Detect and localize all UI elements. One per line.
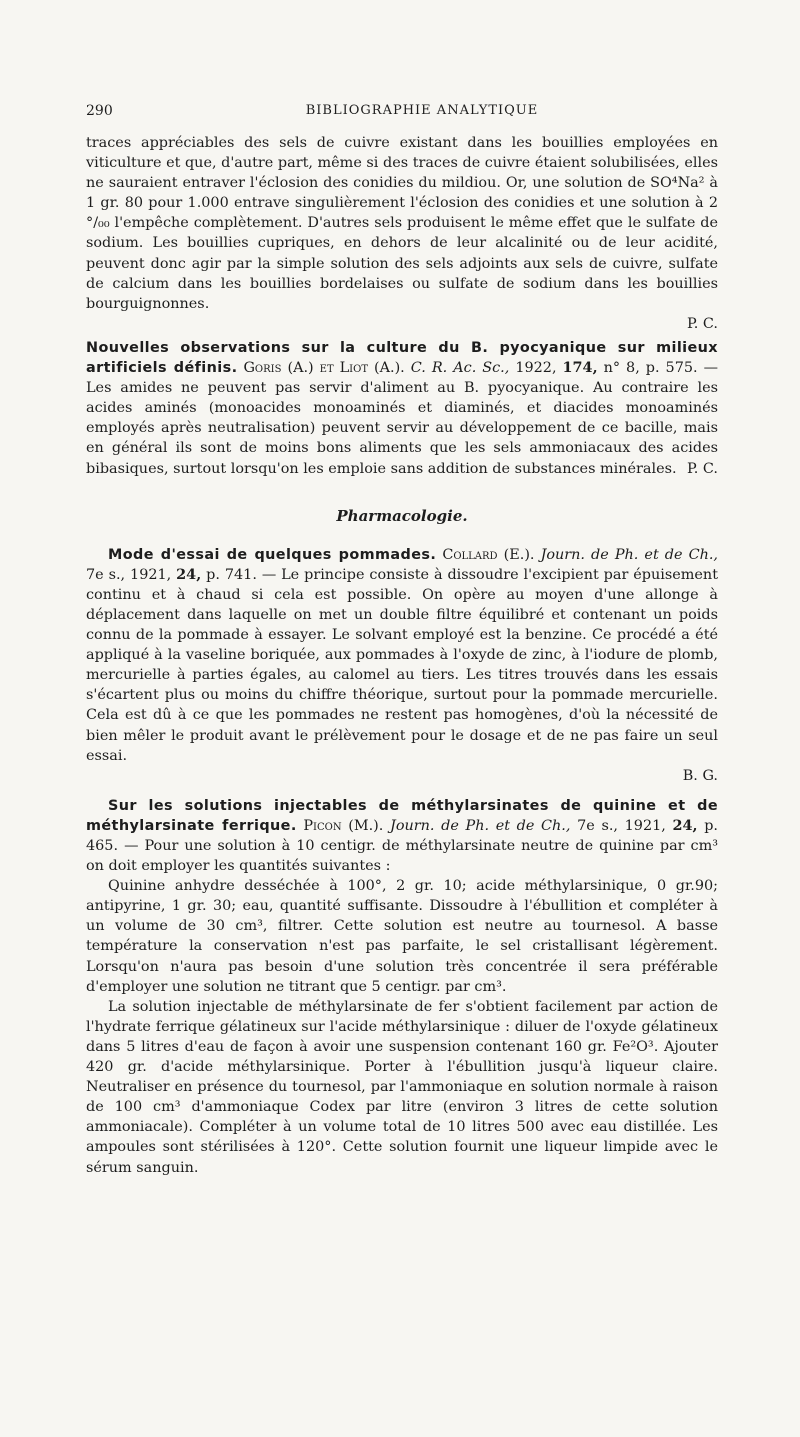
article-series: 7e s., 1921, bbox=[577, 817, 666, 834]
page-number: 290 bbox=[86, 103, 113, 119]
article-title: Sur les solutions injectables de méthylarsinates de quinine et de méthylarsinate ferrique. bbox=[86, 797, 718, 834]
article-pages: n° 8, p. 575. bbox=[603, 360, 698, 377]
article-journal: C. R. Ac. Sc., bbox=[410, 360, 510, 377]
section-heading: Pharmacologie. bbox=[336, 506, 468, 525]
intro-paragraph: traces appréciables des sels de cuivre existant dans les bouillies employées en viticulture et que, d'autre part, même si des traces de cuivre étaient solubilisées, elles ne sauraient entraver l'éclosion des conidies du mildiou. Or, une solution de SO⁴Na² à 1 gr. 80 pour 1.000 entrave singulièrement l'éclosion des conidies et une solution à 2 °/₀₀ l'empêche complètement. D'autres sels produisent le même effet que le sulfate de sodium. Les bouillies cupriques, en dehors de leur alcalinité ou de leur acidité, peuvent donc agir par la simple solution des sels adjoints aux sels de cuivre, sulfate de calcium dans les bouillies bordelaises ou sulfate de sodium dans les bouillies bourguignonnes. bbox=[86, 135, 718, 312]
article-text: — Pour une solution à 10 centigr. de méthylarsinate neutre de quinine par cm³ on doit employer les quantités suivantes : bbox=[86, 838, 719, 875]
article-pyocyanique bbox=[86, 338, 718, 479]
article-year: 1922, bbox=[515, 360, 557, 377]
article-volume: 24, bbox=[672, 816, 698, 834]
running-title: BIBLIOGRAPHIE ANALYTIQUE bbox=[305, 103, 539, 118]
article-signature: B. G. bbox=[682, 767, 718, 784]
running-header bbox=[86, 103, 718, 127]
article-series: 7e s., 1921, bbox=[86, 566, 172, 583]
article-authors: Picon (M.). bbox=[303, 817, 384, 834]
article-volume: 174, bbox=[562, 359, 598, 377]
article-journal: Journ. de Ph. et de Ch., bbox=[390, 817, 571, 834]
article-methylarsinates bbox=[86, 796, 718, 1178]
article-paragraph: La solution injectable de méthylarsinate de fer s'obtient facilement par action de l'hydrate ferrique gélatineux sur l'acide méthylarsinique : diluer de l'oxyde gélatineux dans 5 litres d'eau de façon à avoir une suspension contenant 160 gr. Fe²O³. Ajouter 420 gr. d'acide méthylarsinique. Porter à l'ébullition jusqu'à liqueur claire. Neutraliser en présence du tournesol, par l'ammoniaque en solution normale à raison de 100 cm³ d'ammoniaque Codex par litre (environ 3 litres de cette solution ammoniacale). Compléter à un volume total de 10 litres 500 avec eau distillée. Les ampoules sont stérilisées à 120°. Cette solution fournit une liqueur limpide avec le sérum sanguin. bbox=[86, 998, 718, 1176]
article-pommades bbox=[86, 545, 718, 786]
article-pages: p. 465. bbox=[86, 817, 718, 854]
article-paragraph: Quinine anhydre desséchée à 100°, 2 gr. 10; acide méthylarsinique, 0 gr.90; antipyrine, 1 gr. 30; eau, quantité suffisante. Dissoudre à l'ébullition et compléter à un volume de 30 cm³, filtrer. Cette solution est neutre au tournesol. A basse température la conservation n'est pas parfaite, le sel cristallisant légèrement. Lorsqu'on n'aura pas besoin d'une solution très concentrée il sera préférable d'employer une solution ne titrant que 5 centigr. par cm³. bbox=[86, 878, 718, 995]
article-authors: Goris (A.) et Liot (A.). bbox=[243, 360, 405, 377]
article-signature: P. C. bbox=[687, 460, 718, 477]
article-title: Nouvelles observations sur la culture du B. pyocyanique sur milieux artificiels définis. bbox=[86, 339, 718, 377]
body-text bbox=[86, 133, 718, 1178]
article-journal: Journ. de Ph. et de Ch., bbox=[540, 546, 718, 563]
article-text: — Le principe consiste à dissoudre l'excipient par épuisement continu et à chaud si cela est possible. On opère au moyen d'une allonge à déplacement dans laquelle on met un double filtre équilibré et contenant un poids connu de la pommade à essayer. Le solvant employé est la benzine. Ce procédé a été appliqué à la vaseline boriquée, aux pommades à l'oxyde de zinc, à l'iodure de plomb, mercurielle à parties égales, au calomel au tiers. Les titres trouvés dans les essais s'écartent plus ou moins du chiffre théorique, surtout pour la pommade mercurielle. Cela est dû à ce que les pommades ne restent pas homogènes, d'où la nécessité de bien mêler le produit avant le prélèvement pour le dosage et de ne pas faire un seul essai. bbox=[86, 566, 718, 764]
document-page bbox=[0, 103, 800, 1437]
article-pages: p. 741. bbox=[206, 566, 257, 583]
article-text: — Les amides ne peuvent pas servir d'aliment au B. pyocyanique. Au contraire les acides aminés (monoacides monoaminés et diaminés, et diacides monoaminés employés après neutralisation) peuvent servir au développement de ce bacille, mais en général ils sont de moins bons aliments que les sels ammoniacaux des acides bibasiques, surtout lorsqu'on les emploie sans addition de substances minérales. bbox=[86, 360, 718, 477]
article-volume: 24, bbox=[176, 565, 202, 583]
article-title: Mode d'essai de quelques pommades. bbox=[108, 546, 437, 563]
intro-signature: P. C. bbox=[687, 315, 718, 332]
article-authors: Collard (E.). bbox=[442, 546, 535, 563]
